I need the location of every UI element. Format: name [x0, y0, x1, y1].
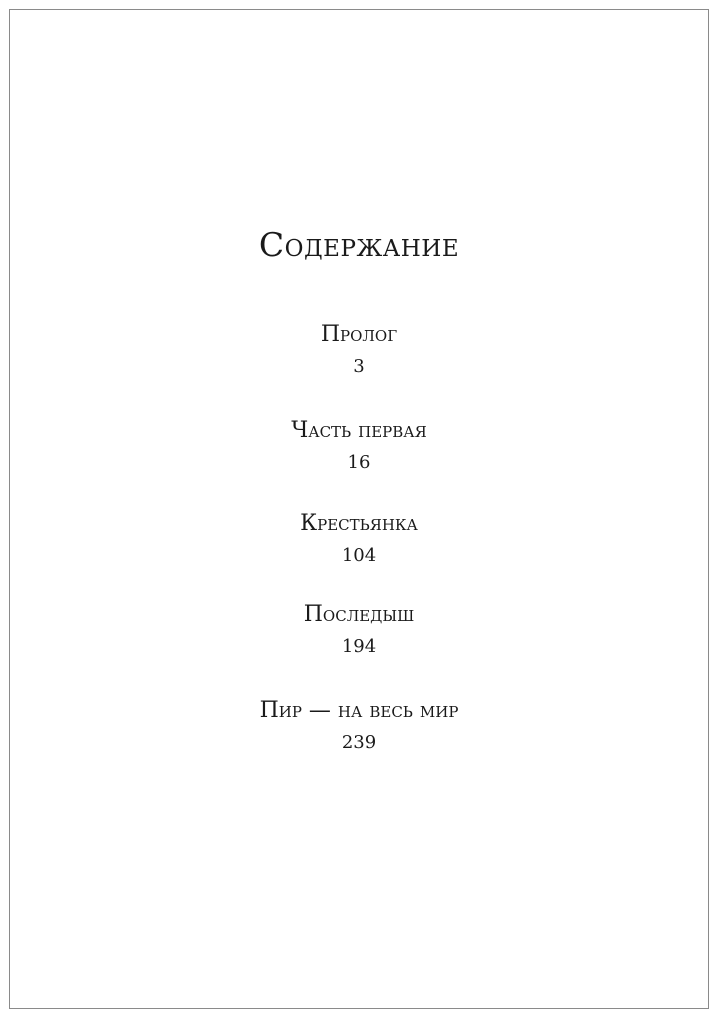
- toc-entry-title: Крестьянка: [300, 511, 418, 536]
- toc-entry: [10, 513, 708, 565]
- toc-entry-title: Часть первая: [291, 418, 427, 443]
- toc-entry-page-number: 3: [353, 356, 365, 377]
- book-page: [9, 9, 709, 1009]
- toc-entry: [10, 420, 708, 472]
- page-title: Содержание: [258, 225, 460, 264]
- toc-entry-page-number: 16: [347, 452, 371, 473]
- toc-entry: [10, 604, 708, 656]
- toc-entry-page-number: 239: [341, 732, 377, 753]
- toc-entry-title: Пролог: [320, 322, 398, 347]
- toc-entry-title: Пир — на весь мир: [259, 698, 459, 723]
- toc-entry: [10, 324, 708, 376]
- toc-entry-title: Последыш: [303, 602, 415, 627]
- toc-entry-page-number: 104: [341, 545, 377, 566]
- toc-entry-page-number: 194: [341, 636, 377, 657]
- toc-entry: [10, 700, 708, 752]
